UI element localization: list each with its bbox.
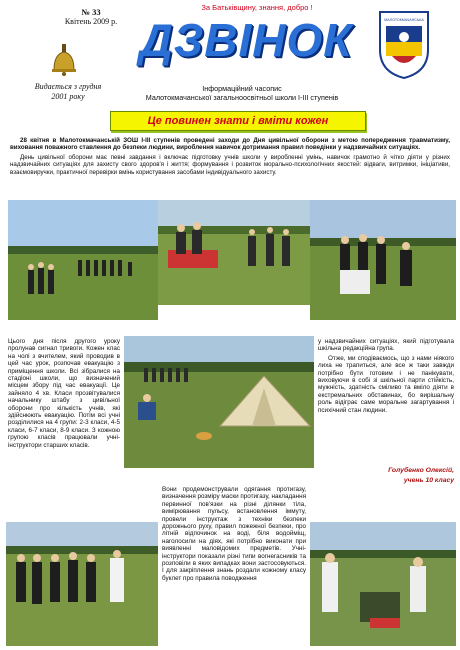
middle-column-text: Вони продемонстрували одягання протигазу, визначення розміру маски протигазу, накладання первинної пов'язки на різні ділянки тіла, вимірювання пульсу, встановлення іммуту, провели інструктаж з техніки безпеки дорожнього руху, правил пожежної безпеки, про літній відпочинок на воді, біля водойміщ, наголосили на діях, які потрібно виконати при виявленні маловідомих предметів. Учні-інструктори показали різні типи вогнегасників та розповіли в яких випадках вони застосовуються. І для закріплення знань роздали кожному класу буклет про правила поводження bbox=[162, 486, 306, 582]
lead-article bbox=[10, 137, 450, 178]
since-note bbox=[28, 82, 108, 101]
right-column-text bbox=[318, 338, 454, 416]
signature bbox=[318, 466, 454, 486]
photo-gas-mask-training bbox=[310, 522, 456, 646]
subtitle-line-1: Інформаційний часопис bbox=[202, 84, 282, 93]
since-line-1: Видається з грудня bbox=[34, 82, 102, 91]
motto: За Батьківщину, знання, добро ! bbox=[201, 3, 313, 12]
bell-icon bbox=[50, 44, 78, 76]
signature-name: Голубенко Олексій, bbox=[388, 467, 454, 474]
svg-text:МАЛОТОКМАЧАНСЬКА: МАЛОТОКМАЧАНСЬКА bbox=[384, 18, 424, 22]
issue-info bbox=[36, 8, 146, 26]
photo-teachers-in-line bbox=[310, 200, 456, 320]
lead-bold: 28 квітня в Малотокмачанській ЗОШ І-ІІІ ступенів проведені заходи до Дня цивільної оборони з метою попередження травматизму, виховання поважного ставлення до безпеки людини, вироблення навичок дотримання правил поведінки у надзвичайних ситуаціях. bbox=[10, 137, 450, 152]
photo-group-at-table bbox=[158, 200, 310, 305]
photo-tent-and-fire-drill bbox=[124, 336, 314, 468]
left-column-text: Цього дня після другого уроку пролунав сигнал тривоги. Кожен клас на чолі з вчителем, який проводив в цей час урок, розпочав евакуацію з приміщення школи. Всі зібралися на стадіоні школи, що визначений місцем збору під час евакуації. Це зайняло 4 хв. Класи прозвітувалися начальнику штабу з цивільної оборони про кількість учнів, які здійснюють евакуацію. Потім всі учні розділилися на 4 групи: 2-3 класи, 4-5 класи, 6-7 класи, 8-9 класи. З кожною групою класів працювали учні-інструктори старших класів. bbox=[8, 338, 120, 449]
photo-assembly-on-field bbox=[8, 200, 158, 320]
school-emblem-icon bbox=[378, 10, 430, 80]
subtitle bbox=[128, 84, 356, 102]
headline-banner: Це повинен знати і вміти кожен bbox=[110, 111, 366, 131]
issue-date: Квітень 2009 р. bbox=[64, 17, 118, 26]
photo-students-in-rows bbox=[6, 522, 158, 646]
lead-paragraph-2: День цивільної оборони має певні завдання і включає підготовку учнів школи у виробленні умінь, навичок грамотно й чітко діяти у різних надзвичайних ситуаціях для захисту свого здоров'я і життя; формування і розвиток морально-психологічних якостей: відваги, витримки, ініціативи, взаємовиручки, практичної перевірки вмінь користування засобами індивідуального захисту. bbox=[10, 153, 450, 176]
right-column-p2: Отже, ми сподіваємось, що з нами ніякого лиха не трапиться, але все ж таки завжди потрібно бути готовим і не панікувати, виховуючи в собі зі шкільної парти стійкість, мужність, здатність сміливо та вміло діяти в екстремальних обставинах, бо вирішальну роль відіграє саме моральне загартування і психічний стан людини. bbox=[318, 354, 454, 414]
right-column-p1: у надзвичайних ситуаціях, який підготувала шкільна редакційна група. bbox=[318, 338, 454, 353]
issue-number: № 33 bbox=[81, 7, 101, 17]
subtitle-line-2: Малотокмачанської загальноосвітньої школи І-ІІІ ступенів bbox=[145, 93, 339, 102]
newspaper-title: ДЗВІНОК bbox=[139, 14, 353, 66]
signature-class: учень 10 класу bbox=[403, 477, 454, 484]
since-line-2: 2001 року bbox=[51, 91, 85, 101]
